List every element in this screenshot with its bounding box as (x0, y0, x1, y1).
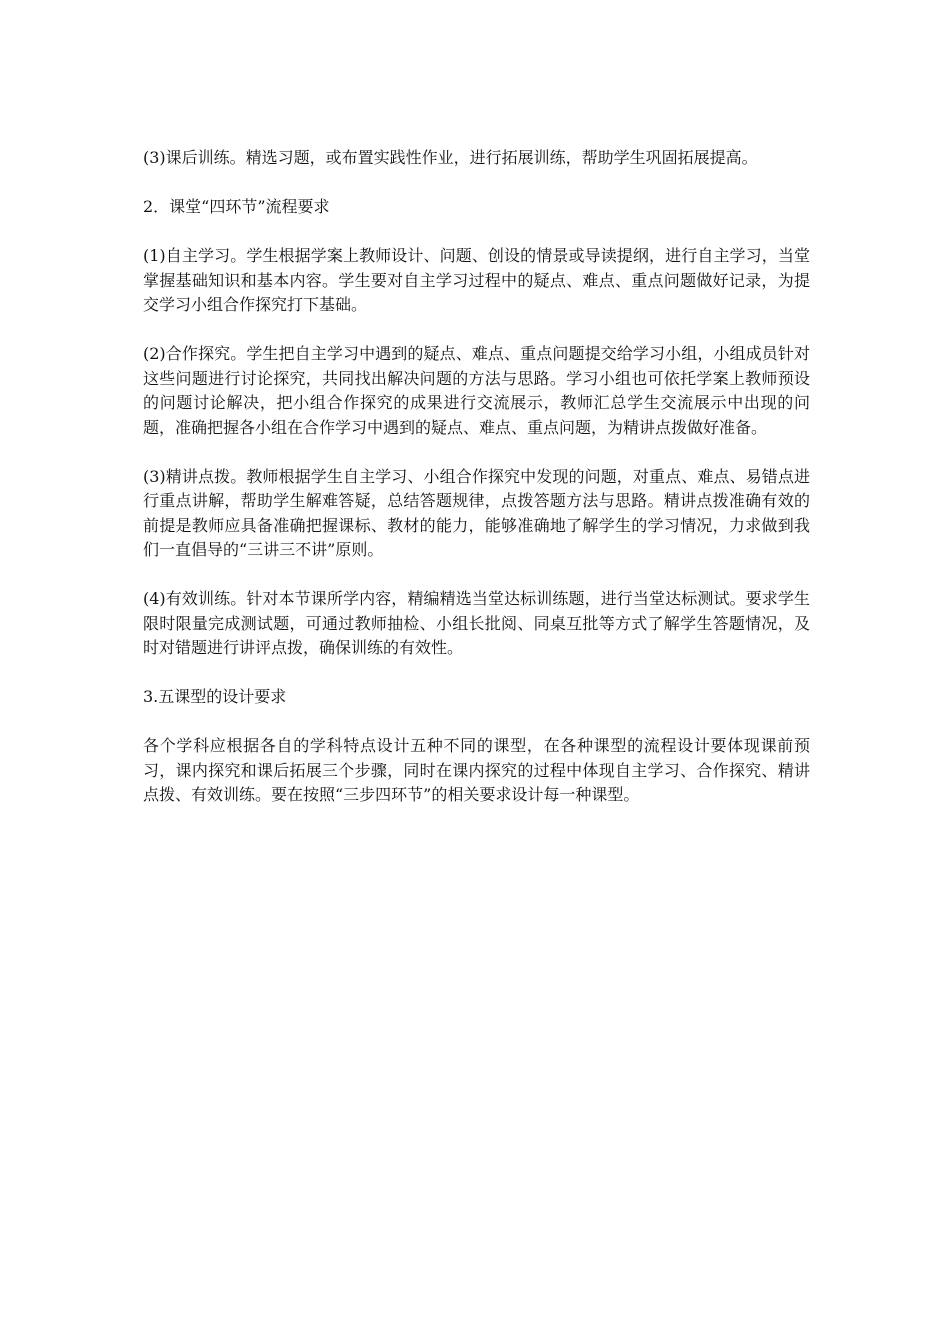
paragraph-effective-training: (4)有效训练。针对本节课所学内容，精编精选当堂达标训练题，进行当堂达标测试。要求学生限时限量完成测试题，可通过教师抽检、小组长批阅、同桌互批等方式了解学生答题情况，及时对错题进行讲评点拨，确保训练的有效性。 (143, 589, 810, 657)
paragraph-after-class-training: (3)课后训练。精选习题，或布置实践性作业，进行拓展训练，帮助学生巩固拓展提高。 (143, 148, 758, 167)
paragraph-focused-explanation: (3)精讲点拨。教师根据学生自主学习、小组合作探究中发现的问题，对重点、难点、易错点进行重点讲解，帮助学生解难答疑，总结答题规律，点拨答题方法与思路。精讲点拨准确有效的前提是教师应具备准确把握课标、教材的能力，能够准确地了解学生的学习情况，力求做到我们一直倡导的“三讲三不讲”原则。 (143, 466, 810, 559)
paragraph-lesson-type-design: 各个学科应根据各自的学科特点设计五种不同的课型，在各种课型的流程设计要体现课前预习，课内探究和课后拓展三个步骤，同时在课内探究的过程中体现自主学习、合作探究、精讲点拨、有效训练。要在按照“三步四环节”的相关要求设计每一种课型。 (143, 736, 810, 804)
heading-five-lesson-types: 3.五课型的设计要求 (143, 687, 287, 706)
heading-four-steps-process: 2．课堂“四环节”流程要求 (143, 197, 330, 216)
document-body (143, 146, 810, 832)
paragraph-self-study: (1)自主学习。学生根据学案上教师设计、问题、创设的情景或导读提纲，进行自主学习，当堂掌握基础知识和基本内容。学生要对自主学习过程中的疑点、难点、重点问题做好记录，为提交学习小组合作探究打下基础。 (143, 246, 810, 314)
paragraph-cooperative-inquiry: (2)合作探究。学生把自主学习中遇到的疑点、难点、重点问题提交给学习小组，小组成员针对这些问题进行讨论探究，共同找出解决问题的方法与思路。学习小组也可依托学案上教师预设的问题讨论解决，把小组合作探究的成果进行交流展示，教师汇总学生交流展示中出现的问题，准确把握各小组在合作学习中遇到的疑点、难点、重点问题，为精讲点拨做好准备。 (143, 344, 810, 437)
